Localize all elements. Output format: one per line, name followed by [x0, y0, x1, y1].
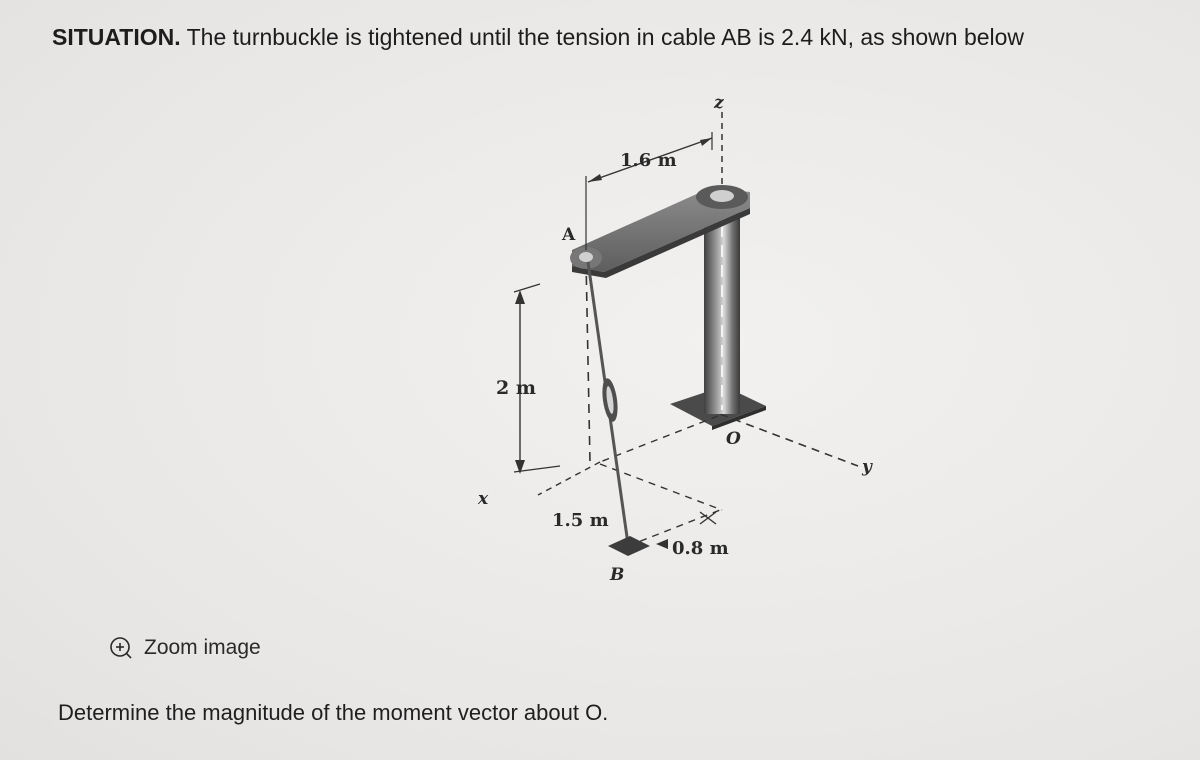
question-text: Determine the magnitude of the moment vector about O. — [58, 700, 609, 725]
zoom-image-button[interactable] — [108, 632, 261, 664]
height-dimension-label: 2 m — [496, 377, 536, 399]
zoom-image-label: Zoom image — [144, 636, 261, 659]
problem-statement — [52, 22, 1182, 52]
point-b-label: B — [610, 565, 625, 585]
origin-to-x-line — [600, 416, 718, 462]
y-axis-label: y — [862, 457, 872, 477]
zoom-in-icon — [108, 635, 134, 661]
x-dimension-label: 1.5 m — [552, 510, 609, 531]
point-o-label: O — [726, 429, 741, 449]
x-axis-line — [538, 462, 600, 495]
point-a-label: A — [562, 225, 576, 245]
a-vertical-dashed — [586, 260, 590, 462]
situation-text: The turnbuckle is tightened until the tension in cable AB is 2.4 kN, as shown below — [186, 24, 1025, 50]
anchor-b — [608, 536, 650, 556]
x-axis-label: x — [478, 489, 489, 509]
figure-drawing — [460, 80, 900, 590]
z-axis-label: z — [714, 93, 724, 113]
y-dimension-label: 0.8 m — [672, 538, 729, 559]
situation-heading: SITUATION. — [52, 24, 181, 50]
turnbuckle-figure — [460, 80, 900, 590]
arm-dimension-label: 1.6 m — [620, 150, 677, 171]
